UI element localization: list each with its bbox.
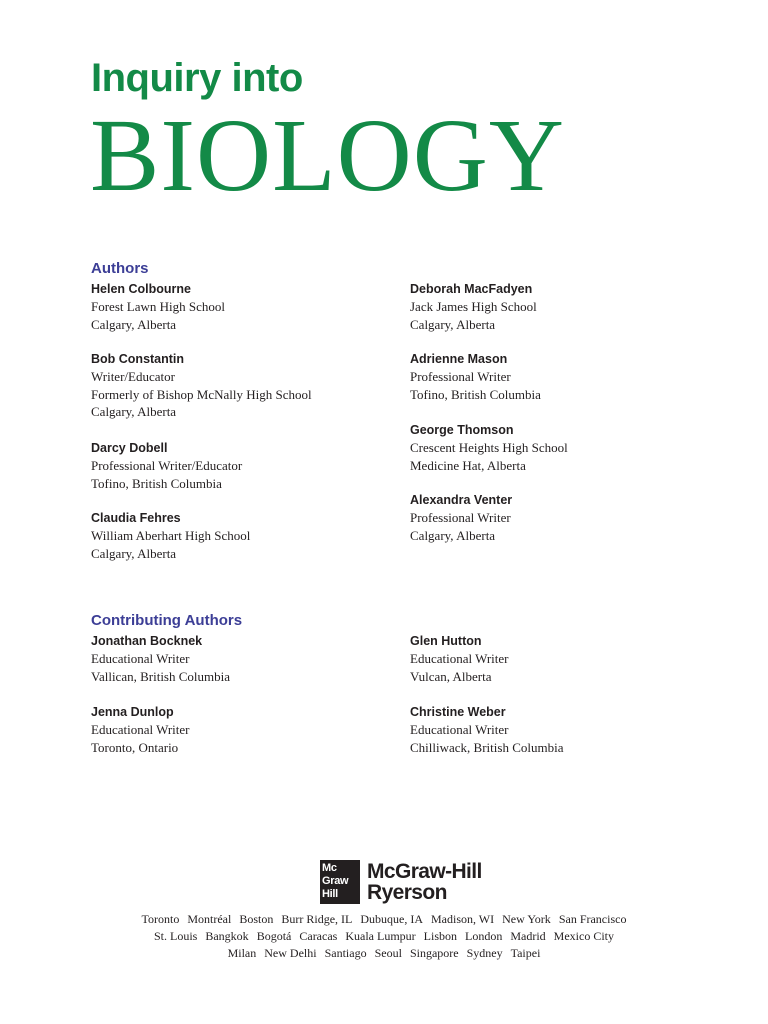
author-location: Tofino, British Columbia: [410, 386, 541, 402]
city: Burr Ridge, IL: [281, 912, 353, 926]
author-entry: [410, 633, 509, 685]
city: Boston: [239, 912, 274, 926]
city: London: [465, 929, 503, 943]
city: Mexico City: [553, 929, 614, 943]
author-location: Calgary, Alberta: [91, 316, 177, 332]
city: Dubuque, IA: [360, 912, 424, 926]
author-name: Bob Constantin: [91, 352, 185, 366]
city: New Delhi: [264, 946, 317, 960]
author-location: Calgary, Alberta: [410, 527, 496, 543]
author-entry: [410, 704, 563, 756]
author-location: Calgary, Alberta: [410, 316, 496, 332]
publisher-name-line-1: McGraw-Hill: [367, 860, 482, 883]
contributing-authors-heading: Contributing Authors: [91, 612, 243, 629]
city: Bogotá: [256, 929, 292, 943]
author-location: Vallican, British Columbia: [91, 668, 231, 684]
city: San Francisco: [558, 912, 627, 926]
author-name: Deborah MacFadyen: [410, 282, 533, 296]
city: Caracas: [299, 929, 338, 943]
author-entry: [410, 422, 568, 474]
mcgraw-hill-logo-box: [320, 860, 360, 904]
author-name: Darcy Dobell: [91, 441, 168, 455]
logo-box-line: Mc: [322, 862, 337, 874]
author-role: Educational Writer: [91, 722, 190, 737]
city-list-row-1: [0, 911, 768, 928]
author-entry: [91, 704, 190, 756]
logo-box-line: Hill: [322, 888, 338, 900]
city: Sydney: [466, 946, 503, 960]
author-role: Educational Writer: [410, 651, 509, 666]
city: Taipei: [510, 946, 541, 960]
city: St. Louis: [154, 929, 198, 943]
city: Bangkok: [205, 929, 249, 943]
city-list-row-2: [0, 928, 768, 945]
author-role: Educational Writer: [91, 651, 190, 666]
city: New York: [502, 912, 551, 926]
publisher-name: [367, 861, 482, 903]
author-name: Helen Colbourne: [91, 282, 192, 296]
publisher-name-line-2: Ryerson: [367, 881, 447, 904]
author-name: Jenna Dunlop: [91, 705, 174, 719]
author-entry: [91, 633, 230, 685]
author-name: George Thomson: [410, 423, 514, 437]
author-name: Glen Hutton: [410, 634, 482, 648]
author-affiliation: Jack James High School: [410, 299, 537, 314]
author-entry: [91, 440, 242, 492]
author-role: Professional Writer/Educator: [91, 458, 243, 473]
author-name: Claudia Fehres: [91, 511, 181, 525]
city: Kuala Lumpur: [345, 929, 416, 943]
author-affiliation: Formerly of Bishop McNally High School: [91, 386, 312, 402]
city: Lisbon: [423, 929, 457, 943]
author-entry: [410, 281, 537, 333]
author-location: Calgary, Alberta: [91, 404, 177, 420]
author-name: Alexandra Venter: [410, 493, 513, 507]
author-location: Toronto, Ontario: [91, 739, 179, 755]
author-role: Educational Writer: [410, 722, 509, 737]
author-entry: [410, 492, 512, 544]
author-location: Calgary, Alberta: [91, 545, 177, 561]
logo-box-line: Graw: [322, 875, 349, 887]
title-line-1: Inquiry into: [91, 56, 303, 100]
author-entry: [91, 351, 312, 421]
city: Madison, WI: [431, 912, 495, 926]
author-location: Chilliwack, British Columbia: [410, 739, 564, 755]
city: Madrid: [510, 929, 546, 943]
author-location: Medicine Hat, Alberta: [410, 457, 526, 473]
author-role: Professional Writer: [410, 369, 511, 384]
authors-heading: Authors: [91, 260, 149, 277]
city: Santiago: [324, 946, 367, 960]
author-name: Jonathan Bocknek: [91, 634, 203, 648]
city-list-row-3: [0, 945, 768, 962]
author-role: Professional Writer: [410, 510, 511, 525]
author-name: Adrienne Mason: [410, 352, 508, 366]
publisher-logo: [320, 860, 482, 904]
author-affiliation: William Aberhart High School: [91, 528, 251, 543]
city: Milan: [227, 946, 257, 960]
author-location: Vulcan, Alberta: [410, 668, 492, 684]
city: Toronto: [141, 912, 180, 926]
title-line-2: BIOLOGY: [90, 98, 565, 213]
author-location: Tofino, British Columbia: [91, 475, 222, 491]
author-affiliation: Forest Lawn High School: [91, 299, 225, 314]
author-entry: [91, 510, 250, 562]
city: Seoul: [374, 946, 402, 960]
author-entry: [91, 281, 225, 333]
author-entry: [410, 351, 541, 403]
author-affiliation: Crescent Heights High School: [410, 440, 568, 455]
author-role: Writer/Educator: [91, 369, 175, 384]
author-name: Christine Weber: [410, 705, 506, 719]
city: Montréal: [187, 912, 232, 926]
city: Singapore: [409, 946, 459, 960]
